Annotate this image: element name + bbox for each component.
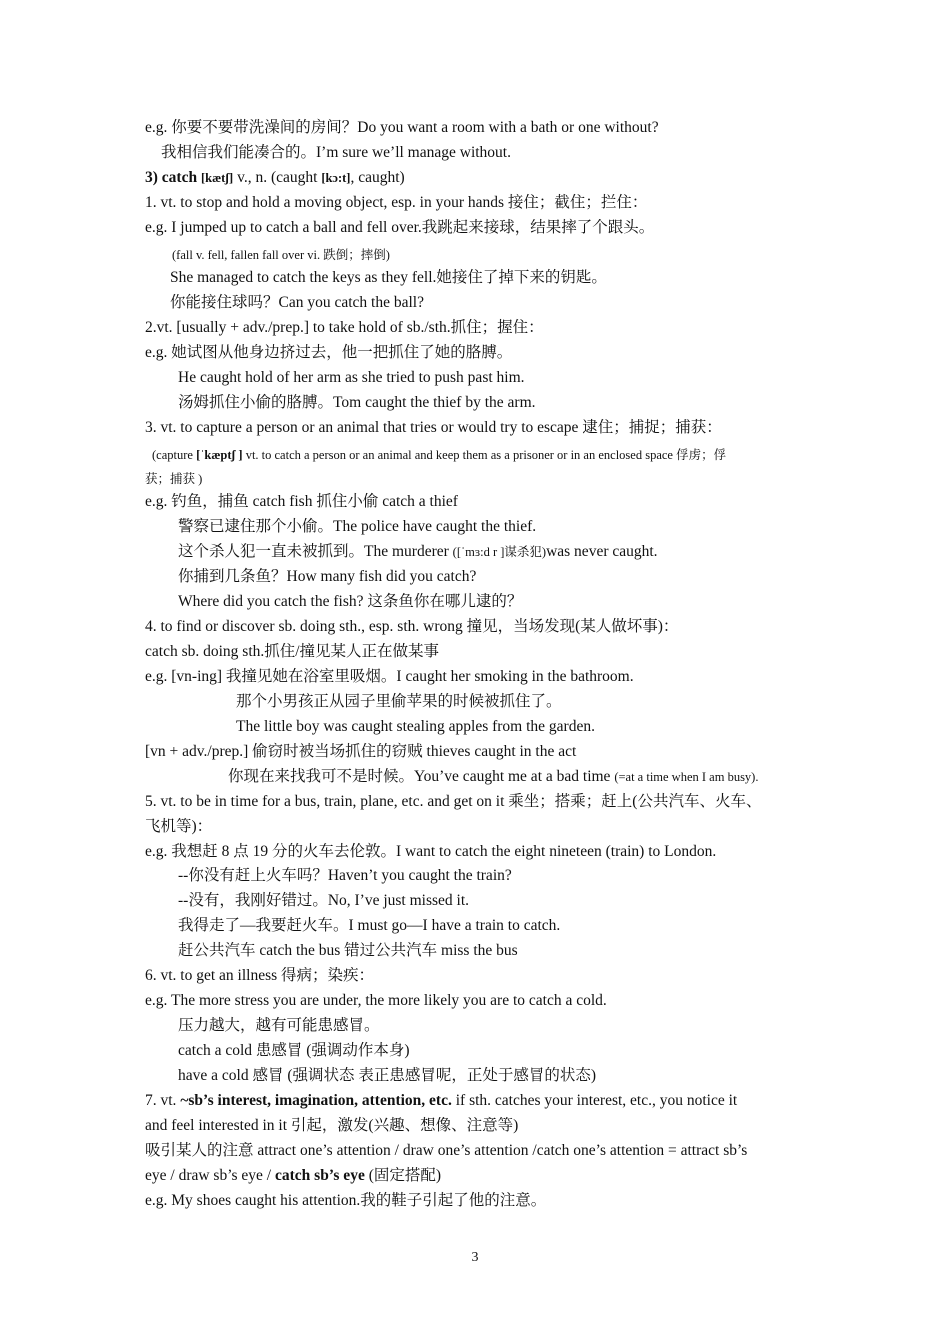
text-span: vt. to catch a person or an animal and keep them as a prisoner or in an enclosed space 俘虏；俘 [242,448,727,462]
text-line: catch a cold 患感冒 (强调动作本身) [178,1042,410,1059]
text-line: and feel interested in it 引起，激发(兴趣、想像、注意等) [145,1117,519,1134]
text-line: --你没有赶上火车吗？Haven’t you caught the train? [178,867,512,884]
text-span: eye / draw sb’s eye / [145,1167,275,1184]
sense-definition: 6. vt. to get an illness 得病；染疾： [145,967,375,984]
text-line: e.g. My shoes caught his attention.我的鞋子引起了他的注意。 [145,1192,547,1209]
sense-definition: 1. vt. to stop and hold a moving object, esp. in your hands 接住；截住；拦住： [145,194,648,211]
text-line: 你能接住球吗？Can you catch the ball? [170,294,424,311]
text-span: (capture [152,448,197,462]
text-span: v., n. (caught [233,169,322,186]
headword: 3) catch [145,169,198,186]
note-line: (fall v. fell, fallen fall over vi. 跌倒；摔倒) [172,248,390,262]
text-line: 你捕到几条鱼？How many fish did you catch? [178,568,477,585]
note-line: 获；捕获 ) [145,472,203,486]
pronunciation: [kætʃ] [200,171,234,185]
collocation: ~sb’s interest, imagination, attention, etc. [180,1092,452,1109]
pronunciation-note: ([ˈmɜ:d r ]谋杀犯) [452,545,547,559]
sense-definition: 2.vt. [usually + adv./prep.] to take hold of sb./sth.抓住；握住： [145,319,544,336]
text-line: e.g. [vn-ing] 我撞见她在浴室里吸烟。I caught her smoking in the bathroom. [145,668,634,685]
text-line: 压力越大，越有可能患感冒。 [178,1017,380,1034]
text-line: She managed to catch the keys as they fell.她接住了掉下来的钥匙。 [170,269,607,286]
text-span: (固定搭配) [364,1167,442,1184]
text-line: catch sb. doing sth.抓住/撞见某人正在做某事 [145,643,440,660]
text-span: 你现在来找我可不是时候。You’ve caught me at a bad time [228,768,615,785]
text-line: e.g. The more stress you are under, the more likely you are to catch a cold. [145,992,607,1009]
text-span: was never caught. [546,543,658,560]
gloss-note: (=at a time when I am busy). [614,770,759,784]
page-number: 3 [471,1250,479,1265]
text-line: 我相信我们能凑合的。I’m sure we’ll manage without. [161,144,511,161]
sense-definition: 5. vt. to be in time for a bus, train, plane, etc. and get on it 乘坐；搭乘；赶上(公共汽车、火车、 [145,793,762,810]
text-line: 警察已逮住那个小偷。The police have caught the thief. [178,518,537,535]
text-span: 7. vt. [145,1092,181,1109]
text-line: 那个小男孩正从园子里偷苹果的时候被抓住了。 [236,693,562,710]
sense-definition [145,1091,737,1111]
text-line: e.g. 我想赶 8 点 19 分的火车去伦敦。I want to catch the eight nineteen (train) to London. [145,843,717,860]
sense-definition: 4. to find or discover sb. doing sth., esp. sth. wrong 撞见，当场发现(某人做坏事)： [145,618,679,635]
text-line: 汤姆抓住小偷的胳膊。Tom caught the thief by the arm. [178,394,536,411]
text-line: --没有，我刚好错过。No, I’ve just missed it. [178,892,470,909]
text-line: e.g. 钓鱼，捕鱼 catch fish 抓住小偷 catch a thief [145,493,458,510]
text-line: 飞机等)： [145,818,213,835]
text-line: have a cold 感冒 (强调状态 表正患感冒呢，正处于感冒的状态) [178,1067,597,1084]
text-line: [vn + adv./prep.] 偷窃时被当场抓住的窃贼 thieves caught in the act [145,743,577,760]
text-line [228,767,758,787]
text-line [145,1166,441,1186]
text-line: e.g. 她试图从他身边挤过去，他一把抓住了她的胳膊。 [145,344,513,361]
note-line [152,445,726,465]
text-span: , caught) [350,169,405,186]
text-line: The little boy was caught stealing apples from the garden. [236,718,595,735]
text-line: He caught hold of her arm as she tried to push past him. [178,369,525,386]
text-line: e.g. I jumped up to catch a ball and fell over.我跳起来接球，结果摔了个跟头。 [145,219,655,236]
text-line [178,542,658,562]
collocation: catch sb’s eye [275,1167,365,1184]
text-line: 我得走了—我要赶火车。I must go—I have a train to catch. [178,917,561,934]
pronunciation: [ˈkæptʃ ] [196,448,243,462]
text-span: if sth. catches your interest, etc., you notice it [451,1092,738,1109]
text-line: 吸引某人的注意 attract one’s attention / draw one’s attention /catch one’s attention = attract sb’s [145,1142,748,1159]
entry-heading [145,168,405,188]
sense-definition: 3. vt. to capture a person or an animal that tries or would try to escape 逮住；捕捉；捕获： [145,419,722,436]
text-span: 这个杀人犯一直未被抓到。The murderer [178,543,453,560]
text-line: Where did you catch the fish? 这条鱼你在哪儿逮的？ [178,593,523,610]
text-line: e.g. 你要不要带洗澡间的房间？Do you want a room with a bath or one without? [145,119,659,136]
text-line: 赶公共汽车 catch the bus 错过公共汽车 miss the bus [178,942,518,959]
pronunciation: [kɔ:t] [321,171,351,185]
